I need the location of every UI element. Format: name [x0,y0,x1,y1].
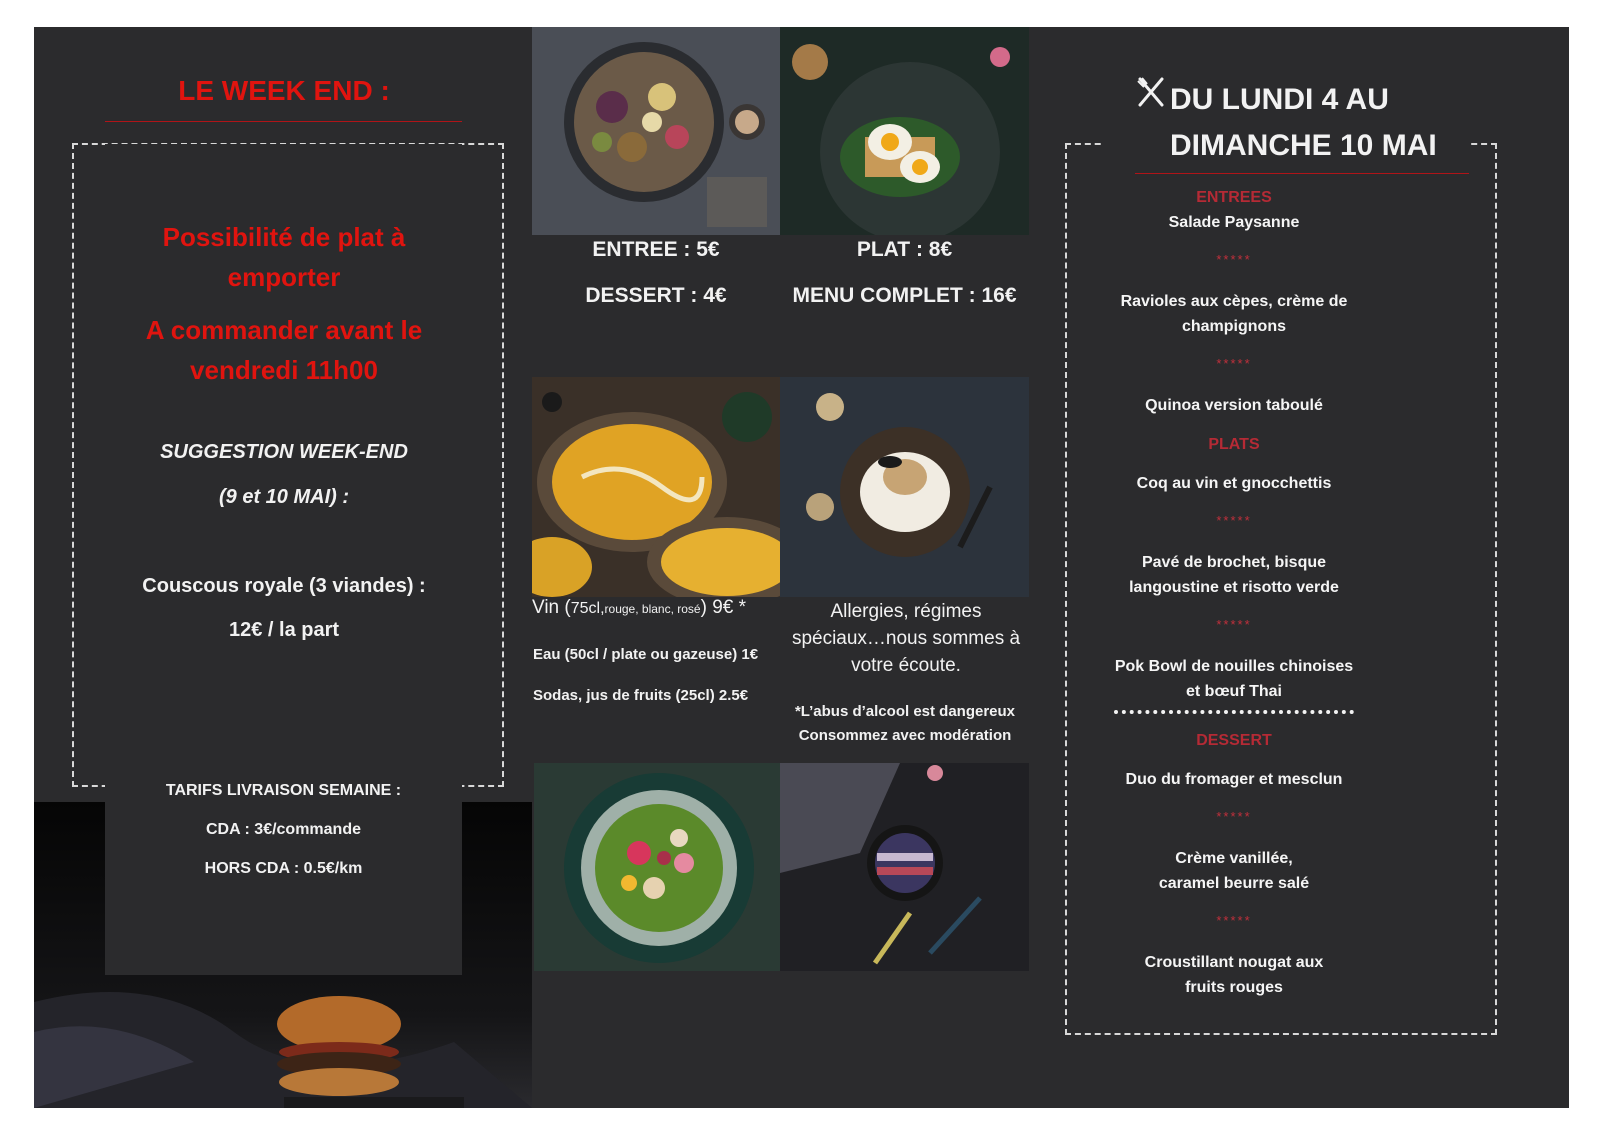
entree-photo [532,27,780,235]
delivery-box [105,772,462,975]
takeaway-line2: emporter [227,262,341,292]
weekend-title: LE WEEK END : [178,75,390,106]
separator: ***** [1216,513,1252,528]
separator: ***** [1216,809,1252,824]
dotted-divider [1114,710,1354,714]
separator: ***** [1216,252,1252,267]
order-line2: vendredi 11h00 [190,355,378,385]
wine-price [532,597,782,619]
wine-prefix: Vin ( [532,597,571,618]
order-deadline [94,310,474,390]
weekly-title-underline [1135,173,1469,174]
separator: ***** [1216,356,1252,371]
entree-price: ENTREE : 5€ [592,238,720,261]
entree-item-2: Ravioles aux cèpes, crème de champignons [1120,293,1348,335]
fork-knife-icon [1136,77,1166,109]
separator: ***** [1216,913,1252,928]
suggestion-dish: Couscous royale (3 viandes) : [142,575,426,597]
separator: ***** [1216,617,1252,632]
weekly-menu-list [1084,185,1384,1000]
dessert-item-2: Crème vanillée, caramel beurre salé [1158,850,1310,892]
section-dessert: DESSERT [1196,732,1272,749]
section-plats: PLATS [1208,436,1260,453]
plat-item-1: Coq au vin et gnocchettis [1136,475,1332,492]
weekly-title-line1: DU LUNDI 4 AU [1170,83,1389,116]
dessert-item-1: Duo du fromager et mesclun [1125,771,1343,788]
plat-photo [780,27,1029,235]
bowl-photo [780,763,1029,971]
water-price: Eau (50cl / plate ou gazeuse) 1€ [533,646,759,663]
weekly-title-line2: DIMANCHE 10 MAI [1170,129,1437,162]
entree-item-3: Quinoa version taboulé [1145,397,1323,414]
delivery-cda: CDA : 3€/commande [206,821,361,838]
alcohol-warning-line2: Consommez avec modération [798,727,1012,744]
frame-gap [105,144,462,150]
plat-price: PLAT : 8€ [856,238,953,261]
dessert-item-3: Croustillant nougat aux fruits rouges [1144,954,1324,996]
delivery-title: TARIFS LIVRAISON SEMAINE : [165,782,402,799]
menu-complet-price: MENU COMPLET : 16€ [792,284,1017,307]
weekly-title [1170,77,1500,169]
takeaway-line1: Possibilité de plat à [162,222,406,252]
wine-volume: 75cl, [570,600,605,617]
suggestion-title: SUGGESTION WEEK-END [160,441,408,463]
allergies-note: Allergies, régimes spéciaux…nous sommes à votre écoute. [791,601,1021,676]
soup-photo [532,377,780,597]
suggestion-dish-price: 12€ / la part [228,619,340,641]
entree-item-1: Salade Paysanne [1168,214,1300,231]
takeaway-text [94,217,474,297]
alcohol-warning-line1: *L’abus d’alcool est dangereux [794,703,1016,720]
plat-item-2: Pavé de brochet, bisque langoustine et risotto verde [1129,554,1339,596]
cake-photo [780,377,1029,597]
weekend-title-underline [105,121,462,122]
wine-colors: rouge, blanc, rosé [604,602,701,616]
plat-item-3: Pok Bowl de nouilles chinoises et bœuf Thai [1114,658,1354,700]
wine-suffix: ) 9€ * [700,597,747,618]
section-entrees: ENTREES [1196,189,1272,206]
menu-board [34,27,1569,1108]
order-line1: A commander avant le [145,315,423,345]
alcohol-warning [780,700,1030,748]
delivery-hors-cda: HORS CDA : 0.5€/km [204,860,363,877]
sodas-price: Sodas, jus de fruits (25cl) 2.5€ [533,687,749,704]
suggestion-dates: (9 et 10 MAI) : [218,486,350,508]
dessert-price: DESSERT : 4€ [585,284,727,307]
salad-photo [534,763,780,971]
